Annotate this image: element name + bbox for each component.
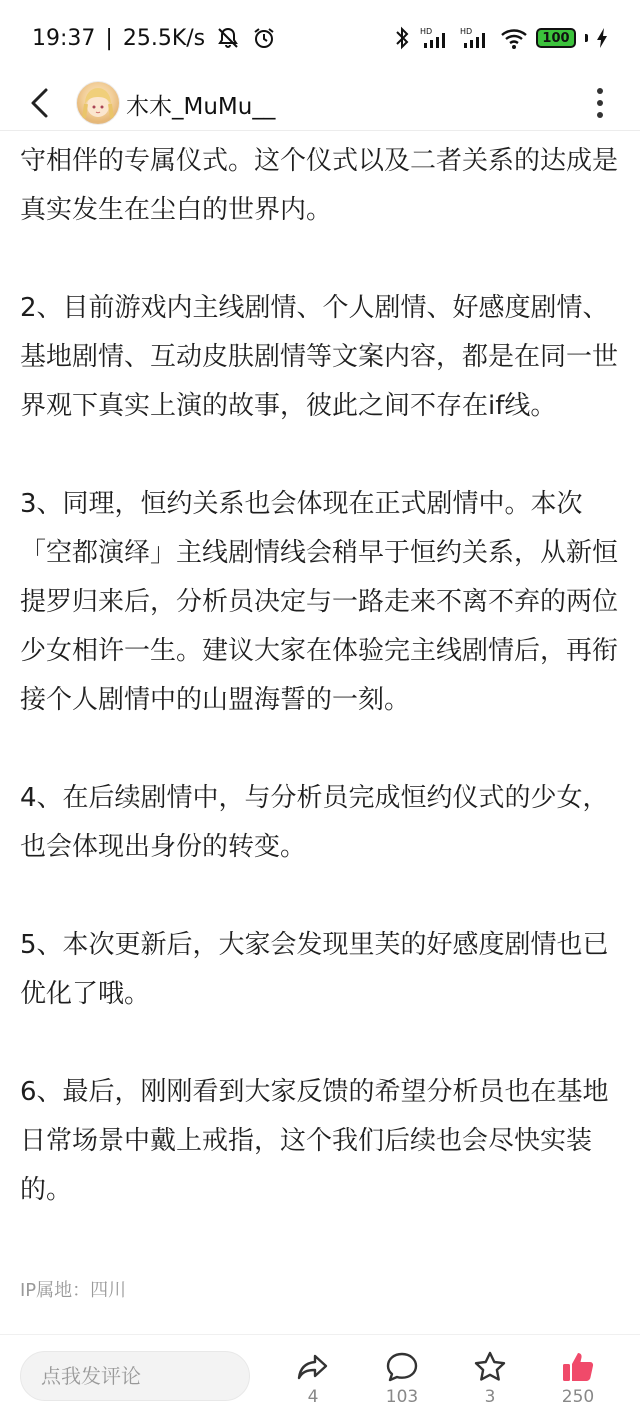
share-icon	[295, 1349, 331, 1385]
ip-location: IP属地：四川	[20, 1280, 127, 1301]
status-right	[392, 25, 608, 51]
nav-bar	[0, 76, 640, 130]
username[interactable]: 木木_MuMu__	[126, 94, 276, 120]
share-button[interactable]	[281, 1349, 345, 1407]
battery-tip	[585, 34, 588, 42]
network-speed: 25.5K/s	[122, 25, 206, 51]
bottom-action-bar	[0, 1335, 640, 1422]
favorite-count: 3	[484, 1387, 496, 1407]
like-button[interactable]	[546, 1349, 610, 1407]
post-paragraph-2: 2、目前游戏内主线剧情、个人剧情、好感度剧情、基地剧情、互动皮肤剧情等文案内容，都是在同一世界观下真实上演的故事，彼此之间不存在if线。	[20, 293, 619, 421]
post-paragraph-4: 4、在后续剧情中，与分析员完成恒约仪式的少女，也会体现出身份的转变。	[20, 783, 609, 862]
post-paragraph-6: 6、最后，刚刚看到大家反馈的希望分析员也在基地日常场景中戴上戒指，这个我们后续也会尽快实装的。	[20, 1077, 609, 1205]
comment-button[interactable]	[370, 1349, 434, 1407]
comment-bubble-icon	[384, 1349, 420, 1385]
signal-hd-1-icon	[420, 25, 452, 51]
post-content	[20, 137, 622, 1215]
hd-label-1: HD	[420, 27, 433, 36]
back-arrow-icon[interactable]	[24, 86, 58, 120]
signal-hd-2-icon	[460, 25, 492, 51]
share-count: 4	[307, 1387, 319, 1407]
hd-label-2: HD	[460, 27, 473, 36]
status-left	[32, 25, 277, 51]
battery-indicator: 100	[536, 28, 576, 48]
status-bar	[0, 0, 640, 76]
avatar[interactable]	[76, 81, 120, 125]
wifi-icon	[500, 25, 528, 51]
post-paragraph-3: 3、同理，恒约关系也会体现在正式剧情中。本次「空都演绎」主线剧情线会稍早于恒约关系，从新恒提罗归来后，分析员决定与一路走来不离不弃的两位少女相许一生。建议大家在体验完主线剧情后，再衔接个人剧情中的山盟海誓的一刻。	[20, 489, 619, 715]
status-separator: |	[105, 25, 113, 51]
mute-bell-icon	[215, 25, 241, 51]
favorite-button[interactable]	[458, 1349, 522, 1407]
alarm-clock-icon	[251, 25, 277, 51]
like-count: 250	[561, 1387, 595, 1407]
thumbs-up-icon	[560, 1349, 596, 1385]
post-paragraph-1: 守相伴的专属仪式。这个仪式以及二者关系的达成是真实发生在尘白的世界内。	[20, 146, 619, 225]
comment-input[interactable]: 点我发评论	[20, 1351, 250, 1401]
star-icon	[472, 1349, 508, 1385]
bluetooth-icon	[392, 25, 412, 51]
status-time: 19:37	[32, 25, 96, 51]
header-divider	[0, 130, 640, 131]
post-paragraph-5: 5、本次更新后，大家会发现里芙的好感度剧情也已优化了哦。	[20, 930, 609, 1009]
more-options-icon[interactable]	[590, 80, 610, 126]
charging-bolt-icon	[596, 27, 608, 49]
comment-count: 103	[385, 1387, 419, 1407]
